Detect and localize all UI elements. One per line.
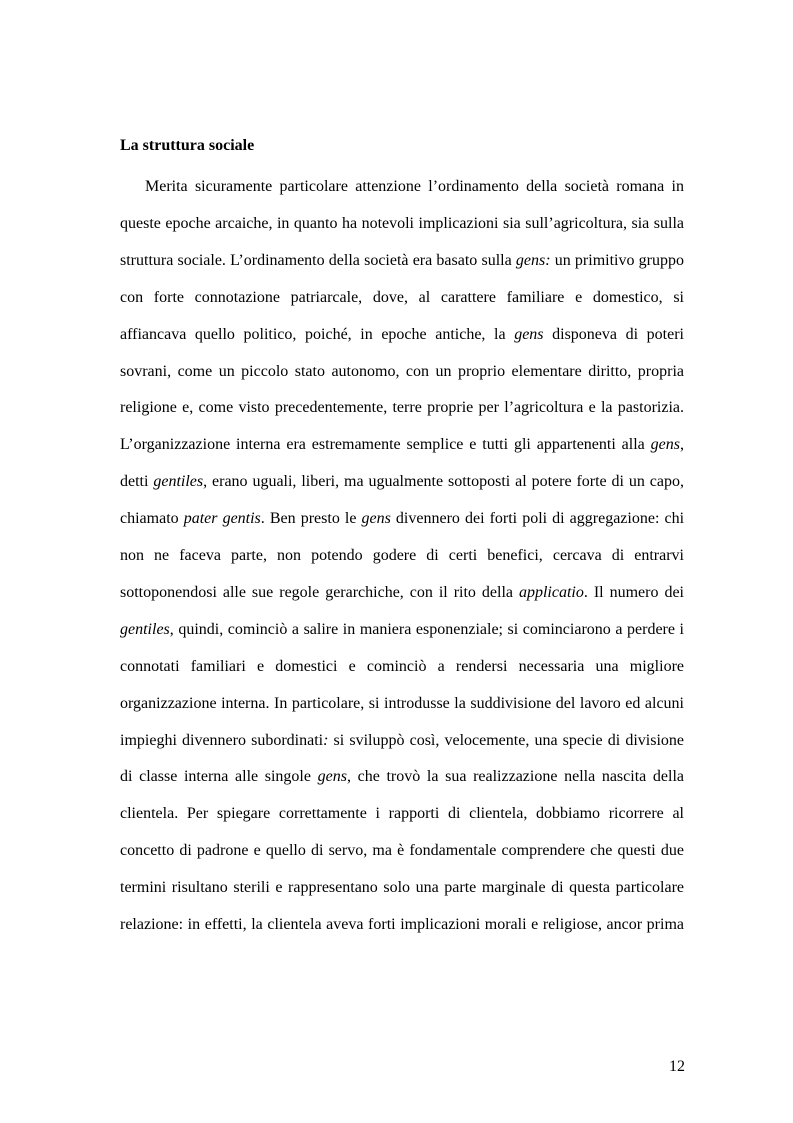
text-line — [145, 177, 684, 197]
text-segment: clientela. Per spiegare correttamente i rapporti di clientela, dobbiamo ricorrere al — [120, 805, 684, 823]
text-line — [120, 915, 684, 935]
text-segment: di classe interna alle singole — [120, 768, 318, 786]
text-segment: chiamato — [120, 510, 184, 528]
text-segment: detti — [120, 473, 154, 491]
text-segment: non ne faceva parte, non potendo godere di certi benefici, cercava di entrarvi — [120, 547, 684, 564]
text-segment: , quindi, cominciò a salire in maniera esponenziale; si cominciarono a perdere i — [169, 620, 684, 638]
text-line — [120, 767, 684, 787]
text-line — [120, 362, 684, 382]
text-line — [120, 620, 684, 640]
text-line — [120, 583, 684, 603]
text-segment: gens — [361, 510, 391, 528]
text-segment: gentiles — [120, 620, 170, 638]
text-segment: concetto di padrone e quello di servo, ma è fondamentale comprendere che questi due — [120, 842, 684, 860]
text-segment: un primitivo gruppo — [550, 251, 684, 269]
text-segment: sovrani, come un piccolo stato autonomo, con un proprio elementare diritto, propria — [120, 362, 684, 380]
text-line — [120, 435, 684, 455]
text-segment: struttura sociale. L’ordinamento della società era basato sulla — [120, 251, 516, 269]
text-segment: gentiles — [153, 473, 204, 491]
text-line — [120, 398, 684, 418]
text-line — [120, 694, 684, 714]
text-segment: impieghi divennero subordinati — [120, 731, 324, 749]
text-segment: Merita sicuramente particolare attenzione l’ordinamento della società romana in — [145, 178, 684, 195]
text-segment: , erano uguali, liberi, ma ugualmente sottoposti al potere forte di un capo, — [203, 473, 684, 491]
text-line — [120, 731, 684, 751]
text-segment: : — [323, 731, 329, 749]
text-segment: termini risultano sterili e rappresentano solo una parte marginale di questa particolare — [120, 879, 684, 897]
text-segment: , — [680, 436, 684, 454]
text-line — [120, 509, 684, 529]
text-segment: relazione: in effetti, la clientela aveva forti implicazioni morali e religiose, ancor prima — [120, 916, 684, 933]
text-segment: sottoponendosi alle sue regole gerarchiche, con il rito della — [120, 583, 519, 601]
text-segment: disponeva di poteri — [543, 325, 684, 343]
text-line — [120, 288, 684, 308]
text-line — [120, 804, 684, 824]
section-heading: La struttura sociale — [120, 137, 255, 154]
text-segment: L’organizzazione interna era estremamente semplice e tutti gli appartenenti alla — [120, 436, 651, 454]
text-line — [120, 878, 684, 898]
text-line — [120, 251, 684, 271]
text-segment: . Il numero dei — [583, 583, 684, 601]
text-line — [120, 214, 684, 234]
text-segment: affiancava quello politico, poiché, in epoche antiche, la — [120, 325, 515, 343]
text-segment: applicatio — [518, 583, 584, 601]
text-segment: gens — [650, 436, 680, 454]
text-segment: queste epoche arcaiche, in quanto ha notevoli implicazioni sia sull’agricoltura, sia sulla — [120, 214, 684, 232]
text-line — [120, 546, 684, 566]
text-line — [120, 841, 684, 861]
text-line — [120, 325, 684, 345]
text-segment: gens — [514, 325, 544, 343]
text-segment: . Ben presto le — [260, 510, 362, 528]
text-line — [120, 472, 684, 492]
text-segment: pater gentis — [183, 510, 261, 528]
text-segment: divennero dei forti poli di aggregazione: chi — [390, 510, 685, 528]
text-segment: gens: — [515, 251, 551, 269]
page-number: 12 — [669, 1058, 685, 1075]
text-segment: connotati familiari e domestici e cominciò a rendersi necessaria una migliore — [120, 657, 684, 675]
text-segment: gens — [317, 768, 347, 786]
text-segment: organizzazione interna. In particolare, si introdusse la suddivisione del lavoro ed alcuni — [120, 694, 684, 712]
text-segment: con forte connotazione patriarcale, dove, al carattere familiare e domestico, si — [120, 288, 684, 306]
text-segment: religione e, come visto precedentemente, terre proprie per l’agricoltura e la pastorizia. — [120, 399, 684, 417]
text-segment: si sviluppò così, velocemente, una specie di divisione — [328, 731, 685, 749]
text-segment: , che trovò la sua realizzazione nella nascita della — [346, 768, 684, 786]
text-line — [120, 657, 684, 677]
